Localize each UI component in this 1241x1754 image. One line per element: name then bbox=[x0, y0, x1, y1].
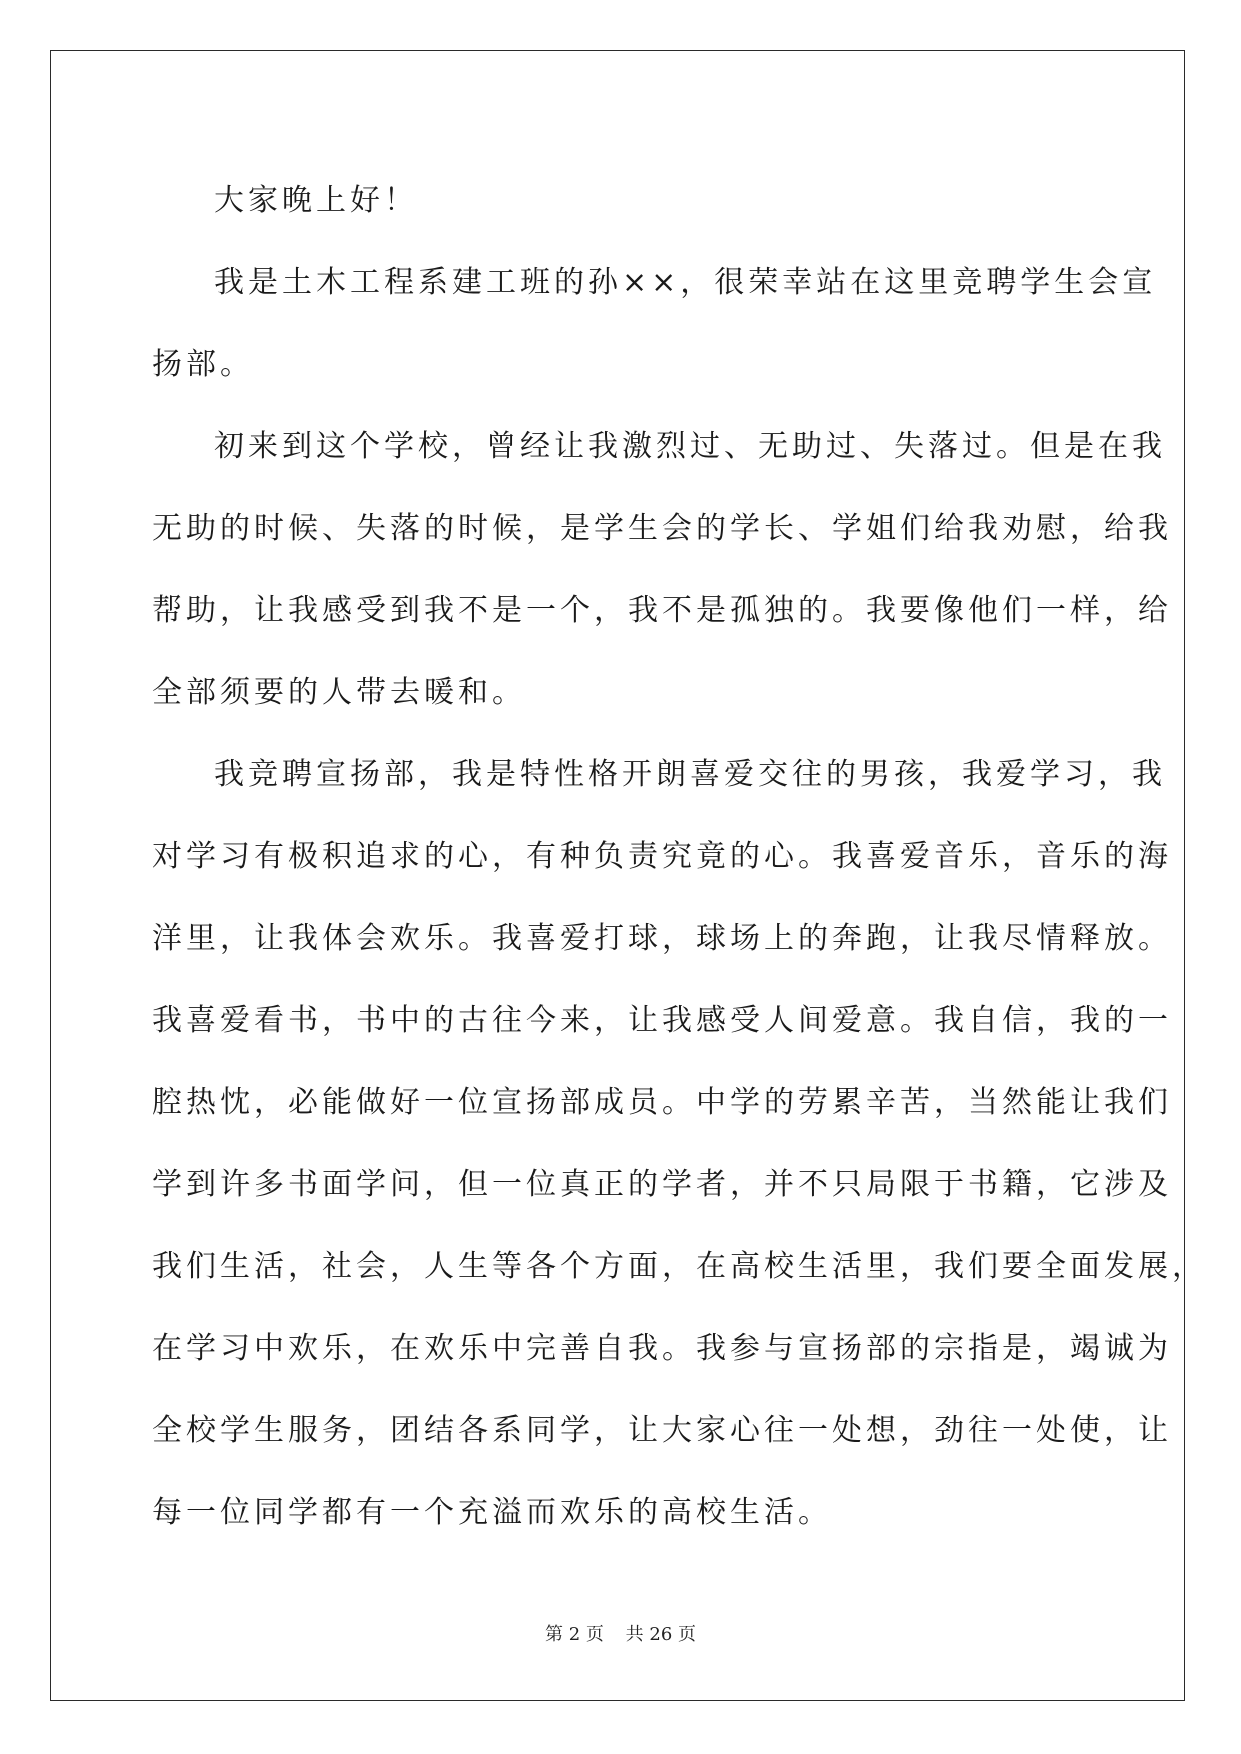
text-line: 扬部。 bbox=[152, 347, 254, 382]
text-line: 对学习有极积追求的心，有种负责究竟的心。我喜爱音乐，音乐的海 bbox=[152, 839, 1172, 874]
page-number: 第 2 页 bbox=[545, 1624, 604, 1645]
text-line: 在学习中欢乐，在欢乐中完善自我。我参与宣扬部的宗指是，竭诚为 bbox=[152, 1331, 1172, 1366]
text-line: 腔热忱，必能做好一位宣扬部成员。中学的劳累辛苦，当然能让我们 bbox=[152, 1085, 1172, 1120]
text-line: 每一位同学都有一个充溢而欢乐的高校生活。 bbox=[152, 1495, 832, 1530]
text-line: 学到许多书面学问，但一位真正的学者，并不只局限于书籍，它涉及 bbox=[152, 1167, 1172, 1202]
text-line: 全部须要的人带去暖和。 bbox=[152, 675, 526, 710]
text-line: 我们生活，社会，人生等各个方面，在高校生活里，我们要全面发展， bbox=[152, 1249, 1206, 1284]
text-line: 我竞聘宣扬部，我是特性格开朗喜爱交往的男孩，我爱学习，我 bbox=[214, 757, 1166, 792]
page-total: 共 26 页 bbox=[625, 1624, 696, 1645]
document-body bbox=[152, 160, 1206, 1554]
text-line: 全校学生服务，团结各系同学，让大家心往一处想，劲往一处使，让 bbox=[152, 1413, 1172, 1448]
page-footer bbox=[0, 1620, 1241, 1646]
text-line: 无助的时候、失落的时候，是学生会的学长、学姐们给我劝慰，给我 bbox=[152, 511, 1172, 546]
text-line: 洋里，让我体会欢乐。我喜爱打球，球场上的奔跑，让我尽情释放。 bbox=[152, 921, 1172, 956]
text-line: 大家晚上好！ bbox=[214, 183, 418, 218]
text-line: 初来到这个学校，曾经让我激烈过、无助过、失落过。但是在我 bbox=[214, 429, 1166, 464]
text-line: 我喜爱看书，书中的古往今来，让我感受人间爱意。我自信，我的一 bbox=[152, 1003, 1172, 1038]
text-line: 我是土木工程系建工班的孙××，很荣幸站在这里竞聘学生会宣 bbox=[214, 265, 1157, 300]
text-line: 帮助，让我感受到我不是一个，我不是孤独的。我要像他们一样，给 bbox=[152, 593, 1172, 628]
